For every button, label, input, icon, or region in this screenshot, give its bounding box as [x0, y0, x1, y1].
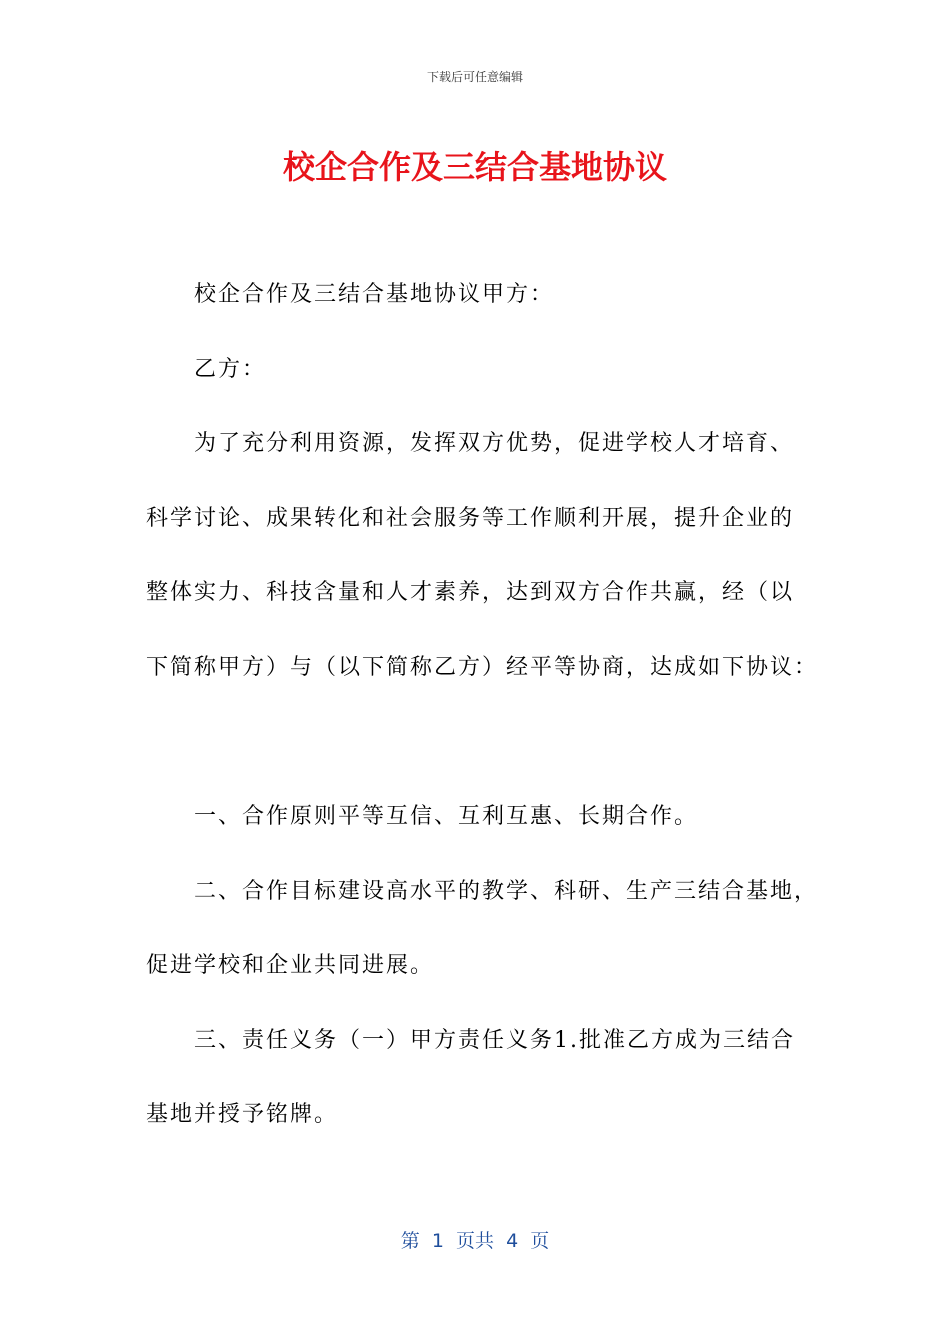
paragraph-line: 促进学校和企业共同进展。 — [146, 953, 435, 978]
document-body-bottom — [146, 780, 819, 1153]
header-note: 下载后可任意编辑 — [426, 70, 523, 84]
paragraph-line: 乙方： — [194, 356, 267, 382]
paragraph-line: 三、责任义务（一）甲方责任义务1.批准乙方成为三结合 — [194, 1027, 795, 1053]
document-title: 校企合作及三结合基地协议 — [282, 148, 667, 186]
paragraph-line: 为了充分利用资源，发挥双方优势，促进学校人才培育、 — [194, 431, 795, 456]
page-number-footer: 第 1 页共 4 页 — [400, 1230, 550, 1252]
paragraph-line: 校企合作及三结合基地协议甲方： — [194, 282, 555, 307]
paragraph-line: 二、合作目标建设高水平的教学、科研、生产三结合基地， — [194, 878, 819, 904]
paragraph-line: 基地并授予铭牌。 — [146, 1102, 339, 1127]
document-body-top — [146, 258, 819, 705]
paragraph-line: 整体实力、科技含量和人才素养，达到双方合作共赢，经（以 — [146, 580, 795, 605]
paragraph-line: 科学讨论、成果转化和社会服务等工作顺利开展，提升企业的 — [146, 505, 795, 531]
paragraph-line: 一、合作原则平等互信、互利互惠、长期合作。 — [194, 804, 699, 829]
paragraph-line: 下简称甲方）与（以下简称乙方）经平等协商，达成如下协议： — [146, 654, 819, 680]
